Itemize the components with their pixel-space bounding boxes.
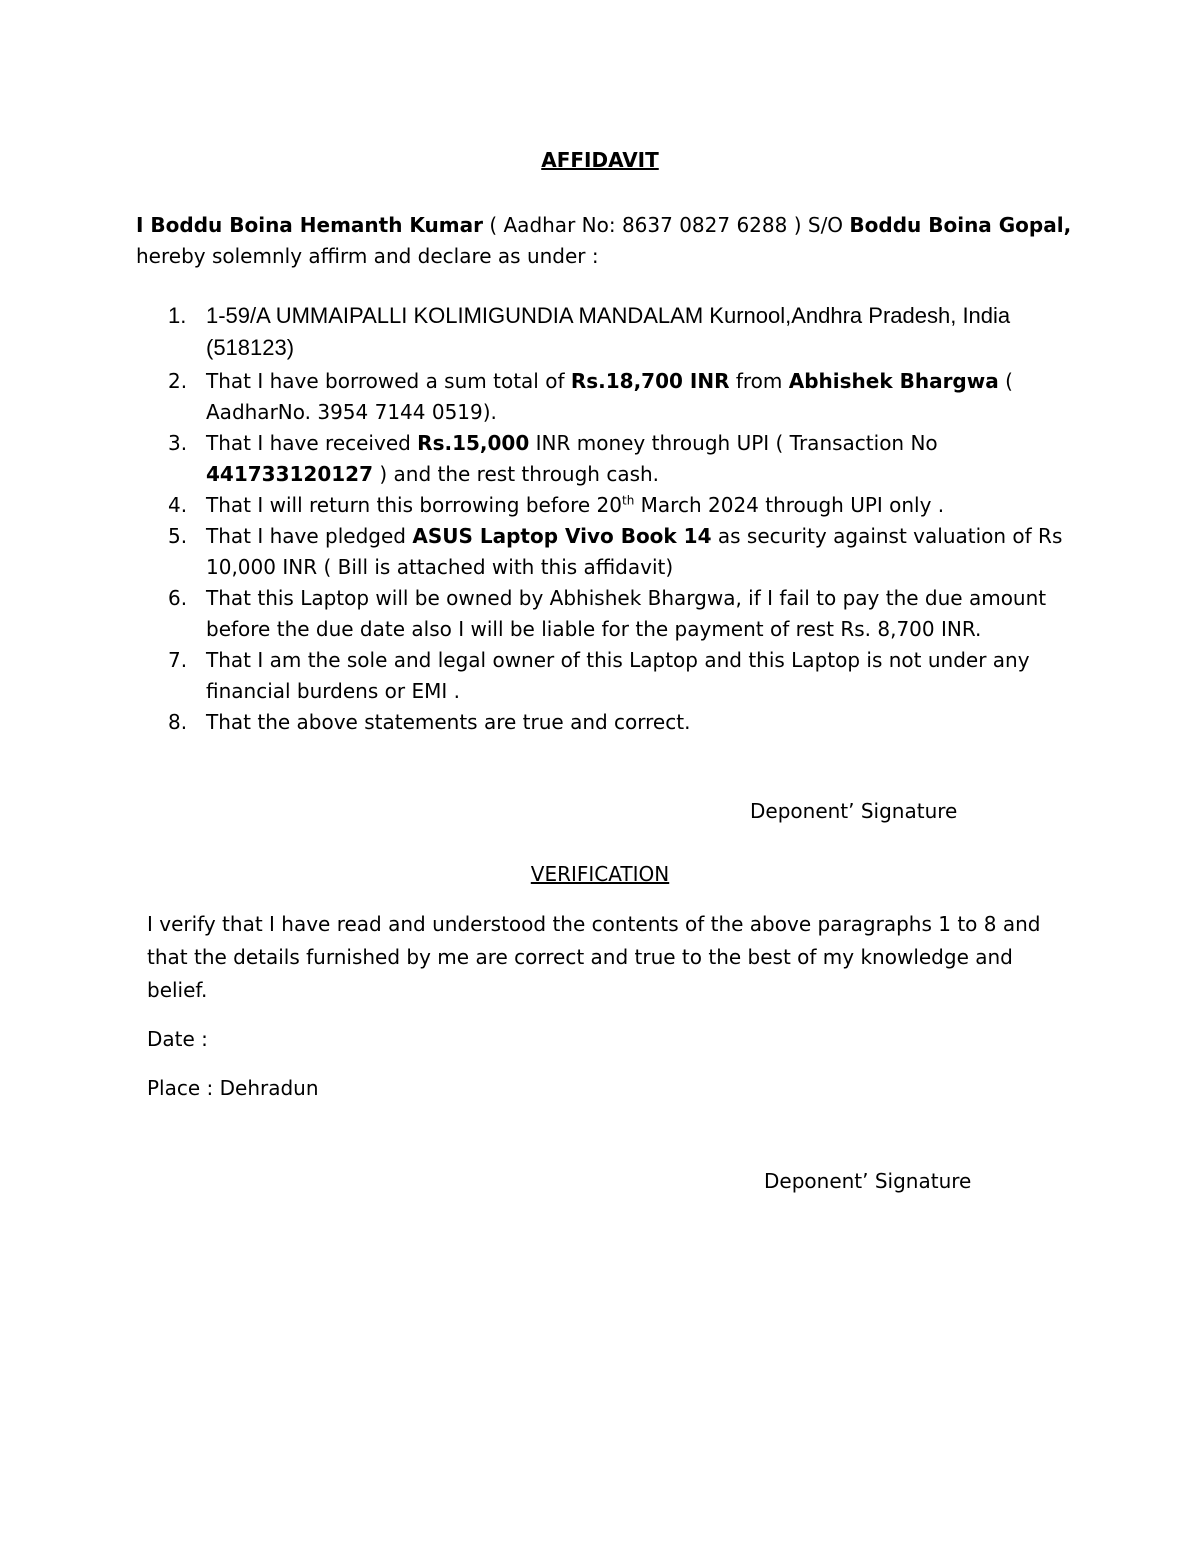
verification-title: VERIFICATION (530, 862, 670, 886)
transaction-number: 441733120127 (206, 462, 373, 486)
address-text: 1-59/A UMMAIPALLI KOLIMIGUNDIA MANDALAM Kurnool,Andhra Pradesh, India (518123) (206, 303, 1011, 360)
item-number: 1. (168, 303, 187, 328)
item-text: That I have pledged (206, 524, 413, 548)
list-item (168, 490, 1088, 521)
aadhar-details: ( Aadhar No: 8637 0827 6288 ) S/O (482, 213, 850, 237)
item-text: That I will return this borrowing before 20 (206, 493, 622, 517)
item-text: INR money through UPI ( Transaction No (529, 431, 938, 455)
date-label: Date : (147, 1027, 208, 1051)
item-number: 3. (168, 431, 188, 455)
item-text: That this Laptop will be owned by Abhishek Bhargwa, if I fail to pay the due amount before the due date also I will be liable for the payment of rest Rs. 8,700 INR. (206, 586, 1047, 641)
list-item (168, 366, 1088, 428)
father-name: Boddu Boina Gopal, (849, 213, 1072, 237)
item-number: 4. (168, 493, 188, 517)
list-item (168, 521, 1088, 583)
affidavit-intro (136, 210, 1096, 272)
item-text: ) and the rest through cash. (373, 462, 660, 486)
affidavit-items (168, 300, 1088, 738)
item-text: from (729, 369, 789, 393)
deponent-name: Boddu Boina Hemanth Kumar (150, 213, 483, 237)
list-item (168, 300, 1088, 364)
intro-prefix: I (136, 213, 151, 237)
lender-name: Abhishek Bhargwa (788, 369, 999, 393)
list-item (168, 428, 1088, 490)
verification-text: I verify that I have read and understood the contents of the above paragraphs 1 to 8 and that the details furnished by me are correct and true to the best of my knowledge and belief. (147, 912, 1041, 1002)
item-number: 5. (168, 524, 188, 548)
item-text: That I have borrowed a sum total of (206, 369, 571, 393)
list-item (168, 583, 1088, 645)
pledged-item: ASUS Laptop Vivo Book 14 (412, 524, 712, 548)
place-line: Place : Dehradun (147, 1076, 319, 1100)
list-item (168, 645, 1088, 707)
deponent-signature-label: Deponent’ Signature (750, 799, 958, 823)
date-suffix: th (622, 493, 635, 508)
item-number: 2. (168, 369, 188, 393)
item-number: 8. (168, 710, 188, 734)
list-item (168, 707, 1088, 738)
item-text: That I am the sole and legal owner of this Laptop and this Laptop is not under any financial burdens or EMI . (206, 648, 1030, 703)
item-text: March 2024 through UPI only . (634, 493, 945, 517)
item-text: That I have received (206, 431, 418, 455)
item-number: 6. (168, 586, 188, 610)
item-text: That the above statements are true and correct. (206, 710, 691, 734)
borrowed-amount: Rs.18,700 INR (570, 369, 730, 393)
item-text: ( AadharNo. 3954 7144 0519). (206, 369, 1013, 424)
affidavit-title: AFFIDAVIT (541, 148, 659, 172)
received-amount: Rs.15,000 (417, 431, 530, 455)
declaration-text: hereby solemnly affirm and declare as under : (136, 244, 599, 268)
item-number: 7. (168, 648, 188, 672)
item-text: as security against valuation of Rs 10,000 INR ( Bill is attached with this affidavit) (206, 524, 1063, 579)
verification-signature-label: Deponent’ Signature (764, 1169, 972, 1193)
